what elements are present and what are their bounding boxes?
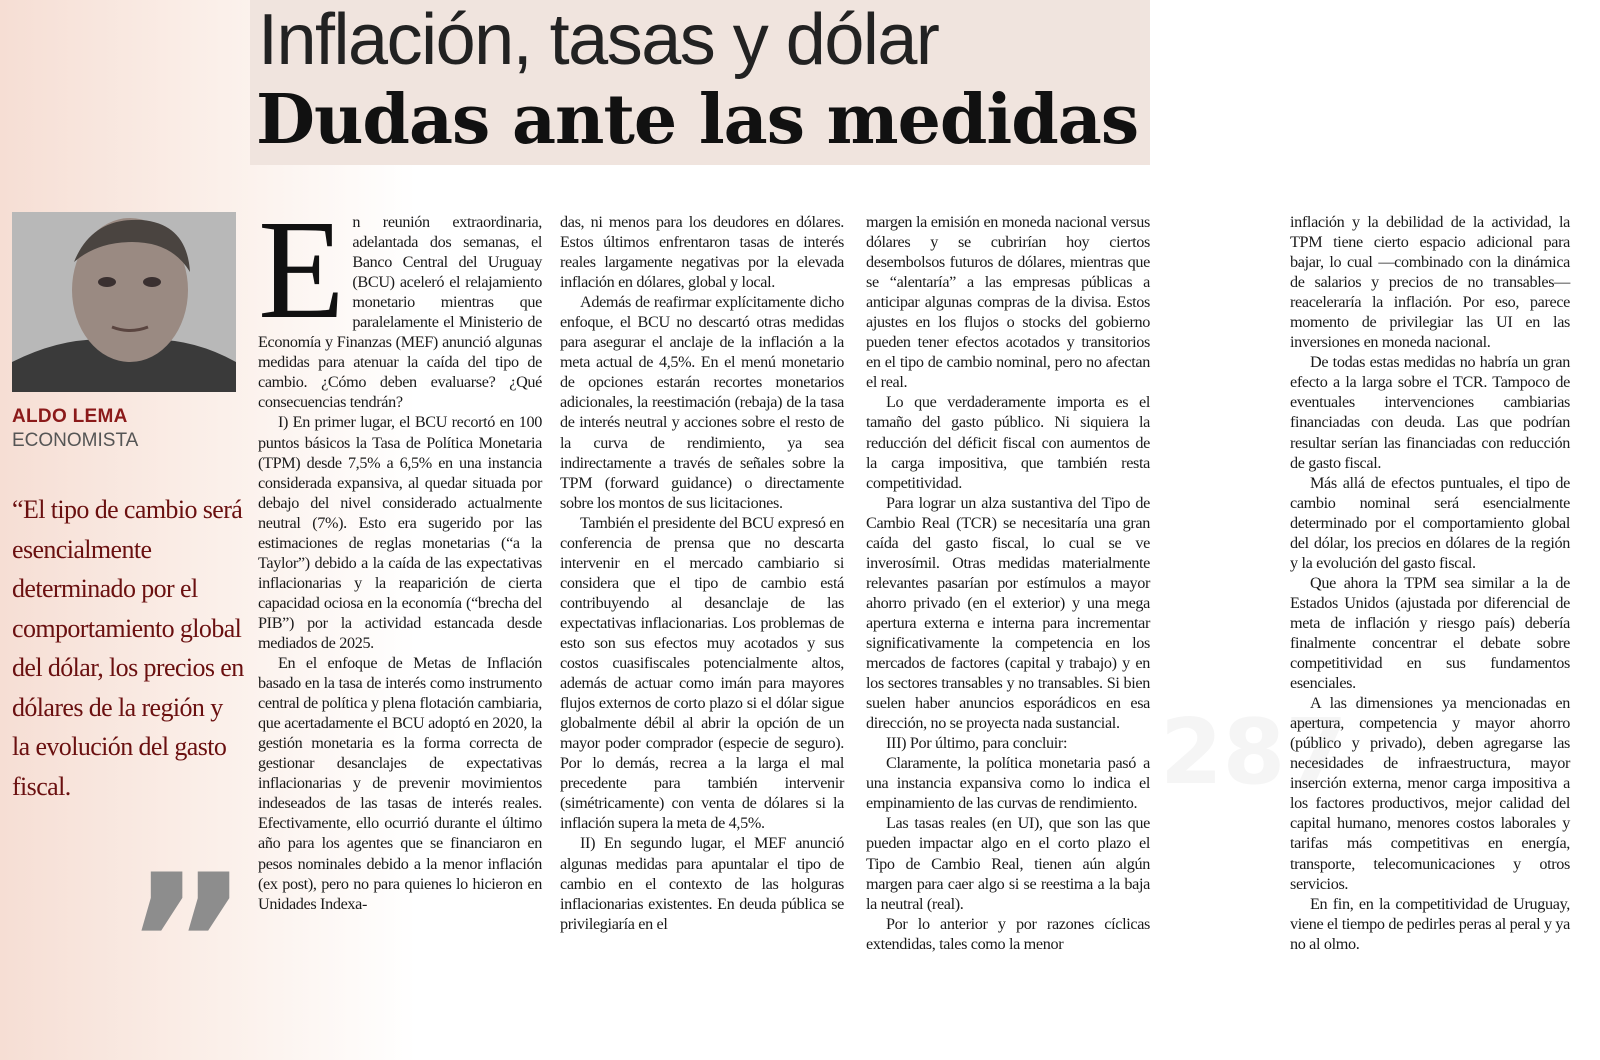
paragraph: inflación y la debilidad de la actividad, la TPM tiene cierto espacio adicional para bajar, lo cual —combinado con la dinámica de salarios y precios de no transables— reaceleraría la inflación. Por eso, parece momento de privilegiar las UI en las inversiones en moneda nacional.: [1290, 213, 1570, 352]
paragraph: A las dimensiones ya mencionadas en apertura, competencia y mayor ahorro (público y privado), deben agregarse las necesidades de infraestructura, mayor inserción externa, menor carga impositiva a los factores productivos, mejor calidad del capital humano, menores costos laborales y tarifas más competitivas en energía, transporte, telecomunicaciones y otros servicios.: [1290, 694, 1570, 893]
paragraph: Claramente, la política monetaria pasó a una instancia expansiva como lo indica el empinamiento de las curvas de rendimiento.: [866, 754, 1150, 813]
headline-kicker: Inflación, tasas y dólar: [258, 0, 939, 80]
paragraph: margen la emisión en moneda nacional versus dólares y se cubrirían hoy ciertos desembolsos futuros de dólares, mientras que se “alentaría” a las empresas públicas a anticipar algunas compras de la divisa. Estos ajustes en los flujos o stocks del gobierno pueden tener efectos acotados y transitorios en el tipo de cambio nominal, pero no afectan el real.: [866, 213, 1150, 392]
closing-quote-icon: ”: [124, 834, 249, 1055]
pull-quote: “El tipo de cambio será esencialmente determinado por el comportamiento global del dólar, los precios en dólares de la región y la evolución del gasto fiscal.: [12, 495, 244, 801]
paragraph: En fin, en la competitividad de Uruguay, viene el tiempo de pedirles peras al peral y ya no al olmo.: [1290, 894, 1570, 953]
paragraph: Que ahora la TPM sea similar a la de Estados Unidos (ajustada por diferencial de meta de inflación y riesgo país) debería finalmente concentrar el debate sobre competitividad en sus fundamentos esenciales.: [1290, 573, 1570, 693]
paragraph: Más allá de efectos puntuales, el tipo de cambio nominal será esencialmente determinado por el comportamiento global del dólar, los precios en dólares de la región y la evolución del gasto fiscal.: [1290, 473, 1570, 572]
drop-cap: E: [258, 190, 345, 348]
paragraph: Por lo anterior y por razones cíclicas extendidas, tales como la menor: [866, 914, 1150, 953]
author-photo: [12, 212, 236, 392]
author-name: ALDO LEMA: [12, 406, 128, 427]
paragraph: De todas estas medidas no habría un gran efecto a la larga sobre el TCR. Tampoco de eventuales intervenciones cambiarias financiadas con deuda. Las que podrían resultar serían las financiadas con reducción de gasto fiscal.: [1290, 353, 1570, 472]
paragraph: das, ni menos para los deudores en dólares. Estos últimos enfrentaron tasas de interés reales largamente negativas por la elevada inflación en dólares, global y local.: [560, 213, 844, 292]
paragraph: En el enfoque de Metas de Inflación basado en la tasa de interés como instrumento central de política y plena flotación cambiaria, que acertadamente el BCU adoptó en 2020, la gestión monetaria es la forma correcta de gestionar desanclajes de expectativas inflacionarias y de prevenir movimientos indeseados de las tasas de interés reales. Efectivamente, ello ocurrió durante el último año para los agentes que se financiaron en pesos nominales debido a la menor inflación (ex post), pero no para quienes lo hicieron en Unidades Indexa-: [258, 654, 542, 913]
article-column-4: [1290, 212, 1570, 954]
paragraph: Lo que verdaderamente importa es el tamaño del gasto público. Ni siquiera la reducción del déficit fiscal con aumentos de la carga impositiva, que también resta competitividad.: [866, 393, 1150, 492]
article-column-2: [560, 212, 844, 934]
paragraph: También el presidente del BCU expresó en conferencia de prensa que no descarta intervenir en el mercado cambiario si considera que el tipo de cambio está contribuyendo al desanclaje de las expectativas inflacionarias. Los problemas de esto son sus efectos muy acotados y sus costos cuasifiscales potencialmente altos, además de actuar como imán para mayores flujos externos de corto plazo si el dólar sigue globalmente débil al abrir la opción de un mayor poder comprador (especie de seguro). Por lo demás, recrea a la larga el mal precedente para también intervenir (simétricamente) con venta de dólares si la inflación supera la meta de 4,5%.: [560, 513, 844, 833]
paragraph: III) Por último, para concluir:: [886, 734, 1068, 753]
article-column-3: [866, 212, 1150, 954]
paragraph: I) En primer lugar, el BCU recortó en 100 puntos básicos la Tasa de Política Monetaria (TPM) desde 7,5% a 6,5% en una instancia considerada expansiva, al quedar situada por debajo del nivel considerado actualmente neutral (7%). Esto era sugerido por las estimaciones de reglas monetarias (“a la Taylor”) debido a la caída de las expectativas inflacionarias y la reaparición de cierta capacidad ociosa en la economía (“brecha del PIB”) por la actividad estancada desde mediados de 2025.: [258, 413, 542, 652]
paragraph: II) En segundo lugar, el MEF anunció algunas medidas para apuntalar el tipo de cambio en el contexto de las holguras inflacionarias existentes. En deuda pública se privilegiaría en el: [560, 834, 844, 933]
paragraph: Las tasas reales (en UI), que son las que pueden impactar algo en el corto plazo el Tipo de Cambio Real, tienen aún algún margen para caer algo si se reestima a la baja la neutral (real).: [866, 814, 1150, 913]
author-role: ECONOMISTA: [12, 430, 139, 451]
background-watermark: 287: [1160, 700, 1348, 805]
paragraph: Además de reafirmar explícitamente dicho enfoque, el BCU no descartó otras medidas para asegurar el anclaje de la inflación a la meta actual de 4,5%. En el menú monetario de opciones estarán recortes monetarios adicionales, la reestimación (rebaja) de la tasa de interés neutral y acciones sobre el resto de la curva de rendimiento, ya sea indirectamente a través de señales sobre la TPM (forward guidance) o directamente sobre los montos de sus licitaciones.: [560, 293, 844, 512]
article-column-1: [258, 190, 542, 914]
paragraph: n reunión extraordinaria, adelantada dos semanas, el Banco Central del Uruguay (BCU) aceleró el relajamiento monetario mientras que paralelamente el Ministerio de Economía y Finanzas (MEF) anunció algunas medidas para atenuar la caída del tipo de cambio. ¿Cómo deben evaluarse? ¿Qué consecuencias tendrán?: [258, 213, 542, 412]
paragraph: Para lograr un alza sustantiva del Tipo de Cambio Real (TCR) se necesitaría una gran caída del gasto fiscal, lo cual se ve inverosímil. Otras medidas materialmente relevantes pasarían por estímulos a mayor ahorro privado (en el exterior) y una mega apertura externa e interna para incrementar significativamente la competencia en los mercados de factores (capital y trabajo) y en los sectores transables y no transables. Si bien suelen haber anuncios esporádicos en esa dirección, no se proyecta nada sustancial.: [866, 493, 1150, 733]
headline-title: Dudas ante las medidas: [256, 80, 1139, 160]
